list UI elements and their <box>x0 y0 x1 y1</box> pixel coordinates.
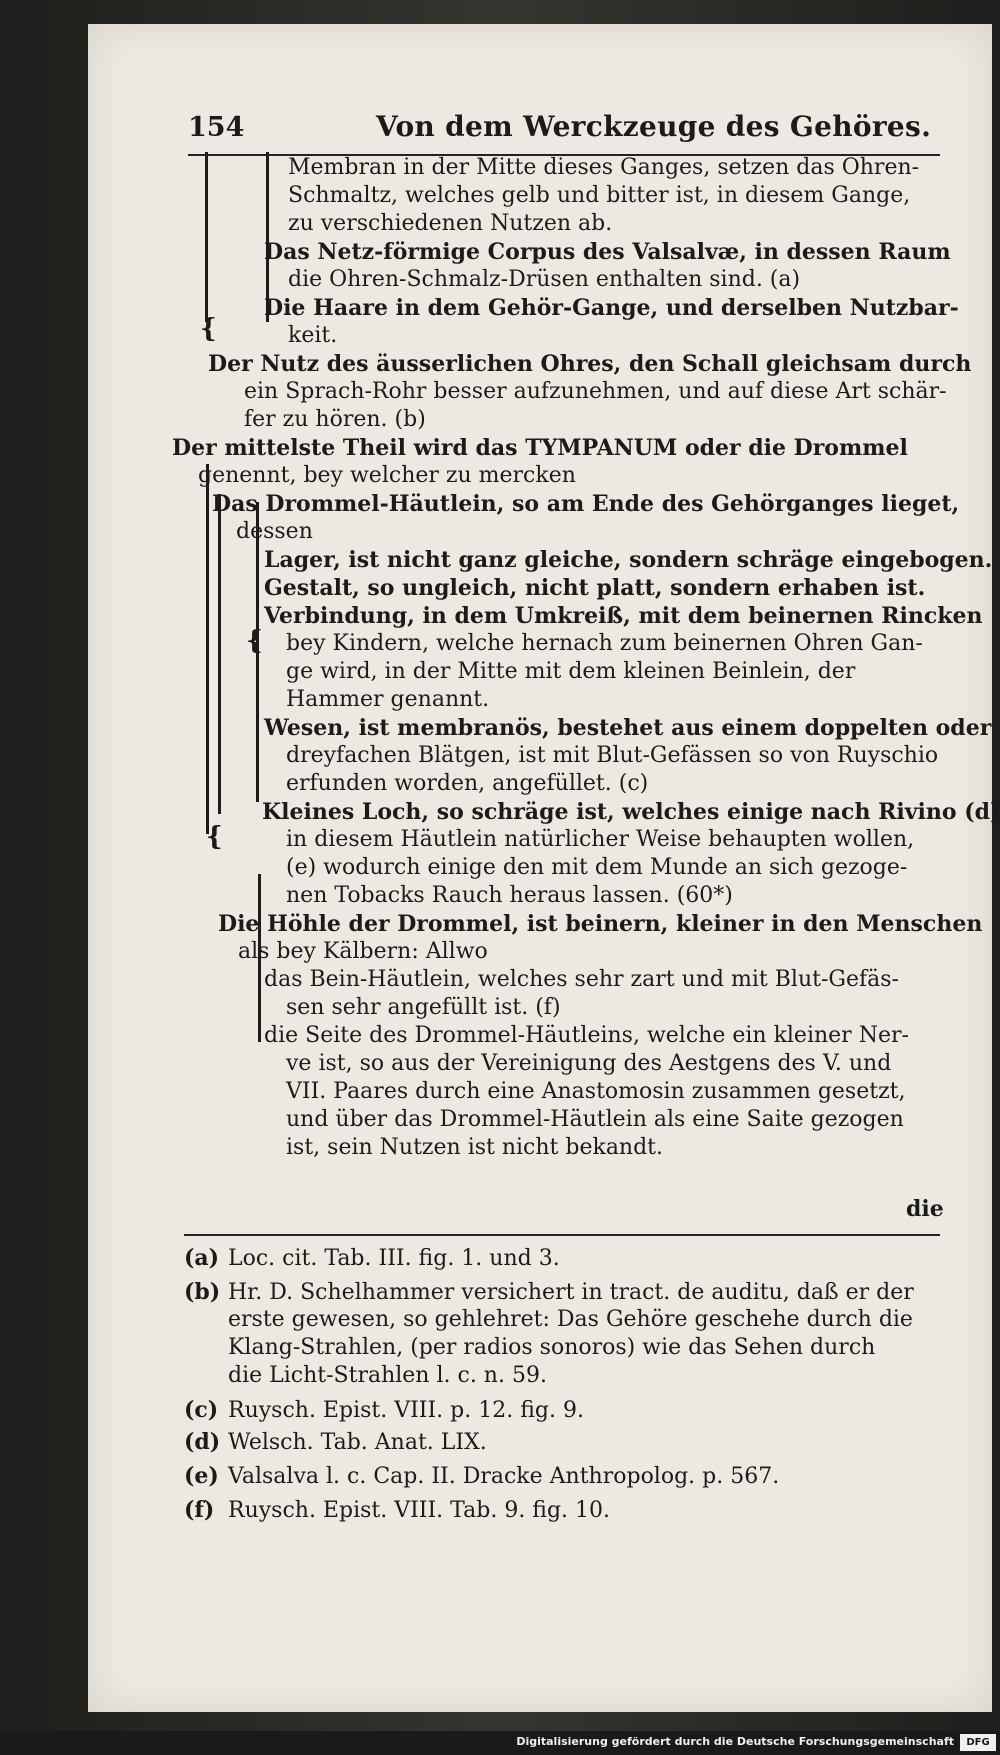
text-line: Lager, ist nicht ganz gleiche, sondern schräge eingebogen. <box>264 547 993 573</box>
footnote <box>184 1462 779 1491</box>
text-line: erfunden worden, angefüllet. (c) <box>286 771 649 796</box>
footnote-text: Klang-Strahlen, (per radios sonoros) wie das Sehen durch <box>228 1335 876 1360</box>
text-line: ve ist, so aus der Vereinigung des Aestgens des V. und <box>286 1051 892 1076</box>
outline-brace-curl: { <box>200 314 217 344</box>
footnote-text: Welsch. Tab. Anat. LIX. <box>228 1430 487 1455</box>
outline-brace-curl: { <box>246 626 263 656</box>
text-line: keit. <box>288 323 338 348</box>
footnote <box>184 1496 610 1525</box>
footnote <box>184 1362 547 1390</box>
text-line: zu verschiedenen Nutzen ab. <box>288 211 613 236</box>
footnote-rule <box>184 1234 940 1236</box>
footnote-text: Loc. cit. Tab. III. fig. 1. und 3. <box>228 1246 560 1271</box>
text-line: Das Drommel-Häutlein, so am Ende des Gehörganges lieget, <box>212 491 960 517</box>
footnote-text: Ruysch. Epist. VIII. Tab. 9. fig. 10. <box>228 1498 611 1523</box>
text-line: die Seite des Drommel-Häutleins, welche ein kleiner Ner- <box>264 1023 909 1048</box>
text-line: dessen <box>236 519 313 544</box>
outline-brace <box>206 464 209 834</box>
text-line: Wesen, ist membranös, bestehet aus einem doppelten oder <box>264 715 992 741</box>
footnote-text: Hr. D. Schelhammer versichert in tract. de auditu, daß er der <box>228 1280 914 1305</box>
text-line: bey Kindern, welche hernach zum beinernen Ohren Gan- <box>286 631 923 656</box>
text-line: ist, sein Nutzen ist nicht bekandt. <box>286 1135 664 1160</box>
outline-brace <box>205 152 208 322</box>
text-line: Hammer genannt. <box>286 687 490 712</box>
text-line: fer zu hören. (b) <box>244 407 426 432</box>
text-line: Das Netz-förmige Corpus des Valsalvæ, in dessen Raum <box>264 239 951 265</box>
footnote <box>184 1244 560 1273</box>
digitization-footer <box>0 1731 1000 1755</box>
text-line: genennt, bey welcher zu mercken <box>198 463 576 488</box>
text-line: Die Höhle der Drommel, ist beinern, kleiner in den Menschen <box>218 911 983 937</box>
book-page <box>88 24 1000 1712</box>
text-line: Die Haare in dem Gehör-Gange, und derselben Nutzbar- <box>264 295 959 321</box>
dfg-logo: DFG <box>960 1734 996 1751</box>
footnote-text: Ruysch. Epist. VIII. p. 12. fig. 9. <box>228 1398 584 1423</box>
footnote-mark: (a) <box>184 1245 220 1271</box>
text-line: Der mittelste Theil wird das TYMPANUM oder die Drommel <box>172 435 908 461</box>
text-line: Membran in der Mitte dieses Ganges, setzen das Ohren- <box>288 155 920 180</box>
text-line: in diesem Häutlein natürlicher Weise behaupten wollen, <box>286 827 915 852</box>
footnote-mark: (c) <box>184 1397 219 1423</box>
text-line: VII. Paares durch eine Anastomosin zusammen gesetzt, <box>286 1079 906 1104</box>
footnote <box>184 1306 913 1334</box>
text-line: nen Tobacks Rauch heraus lassen. (60*) <box>286 883 733 908</box>
catchword: die <box>906 1196 944 1222</box>
digitization-credit: Digitalisierung gefördert durch die Deutsche Forschungsgemeinschaft <box>516 1735 954 1748</box>
text-line: Schmaltz, welches gelb und bitter ist, in diesem Gange, <box>288 183 911 208</box>
footnote <box>184 1396 584 1425</box>
text-line: ge wird, in der Mitte mit dem kleinen Beinlein, der <box>286 659 856 684</box>
footnote <box>184 1428 487 1457</box>
text-line: Der Nutz des äusserlichen Ohres, den Schall gleichsam durch <box>208 351 972 377</box>
outline-brace <box>218 494 221 814</box>
text-line: (e) wodurch einige den mit dem Munde an sich gezoge- <box>286 855 908 880</box>
text-line: die Ohren-Schmalz-Drüsen enthalten sind. (a) <box>288 267 801 292</box>
footnote-mark: (f) <box>184 1497 215 1523</box>
footnote-mark: (b) <box>184 1279 221 1305</box>
footnote-mark: (d) <box>184 1429 221 1455</box>
running-head: Von dem Werckzeuge des Gehöres. <box>376 110 932 143</box>
text-line: Verbindung, in dem Umkreiß, mit dem beinernen Rincken <box>264 603 983 629</box>
footnote-text: erste gewesen, so gehlehret: Das Gehöre geschehe durch die <box>228 1307 913 1332</box>
footnote <box>184 1334 875 1362</box>
text-line: und über das Drommel-Häutlein als eine Saite gezogen <box>286 1107 904 1132</box>
outline-brace-curl: { <box>206 822 223 852</box>
footnote-mark: (e) <box>184 1463 219 1489</box>
text-line: Gestalt, so ungleich, nicht platt, sondern erhaben ist. <box>264 575 926 601</box>
text-line: das Bein-Häutlein, welches sehr zart und mit Blut-Gefäs- <box>264 967 899 992</box>
text-line: Kleines Loch, so schräge ist, welches einige nach Rivino (d) <box>262 799 1000 825</box>
footnote-text: Valsalva l. c. Cap. II. Dracke Anthropolog. p. 567. <box>228 1464 780 1489</box>
page-number: 154 <box>188 112 245 143</box>
text-line: als bey Kälbern: Allwo <box>238 939 488 964</box>
text-line: ein Sprach-Rohr besser aufzunehmen, und auf diese Art schär- <box>244 379 947 404</box>
footnote <box>184 1278 914 1307</box>
text-line: dreyfachen Blätgen, ist mit Blut-Gefässen so von Ruyschio <box>286 743 939 768</box>
footnote-text: die Licht-Strahlen l. c. n. 59. <box>228 1363 547 1388</box>
text-line: sen sehr angefüllt ist. (f) <box>286 995 561 1020</box>
